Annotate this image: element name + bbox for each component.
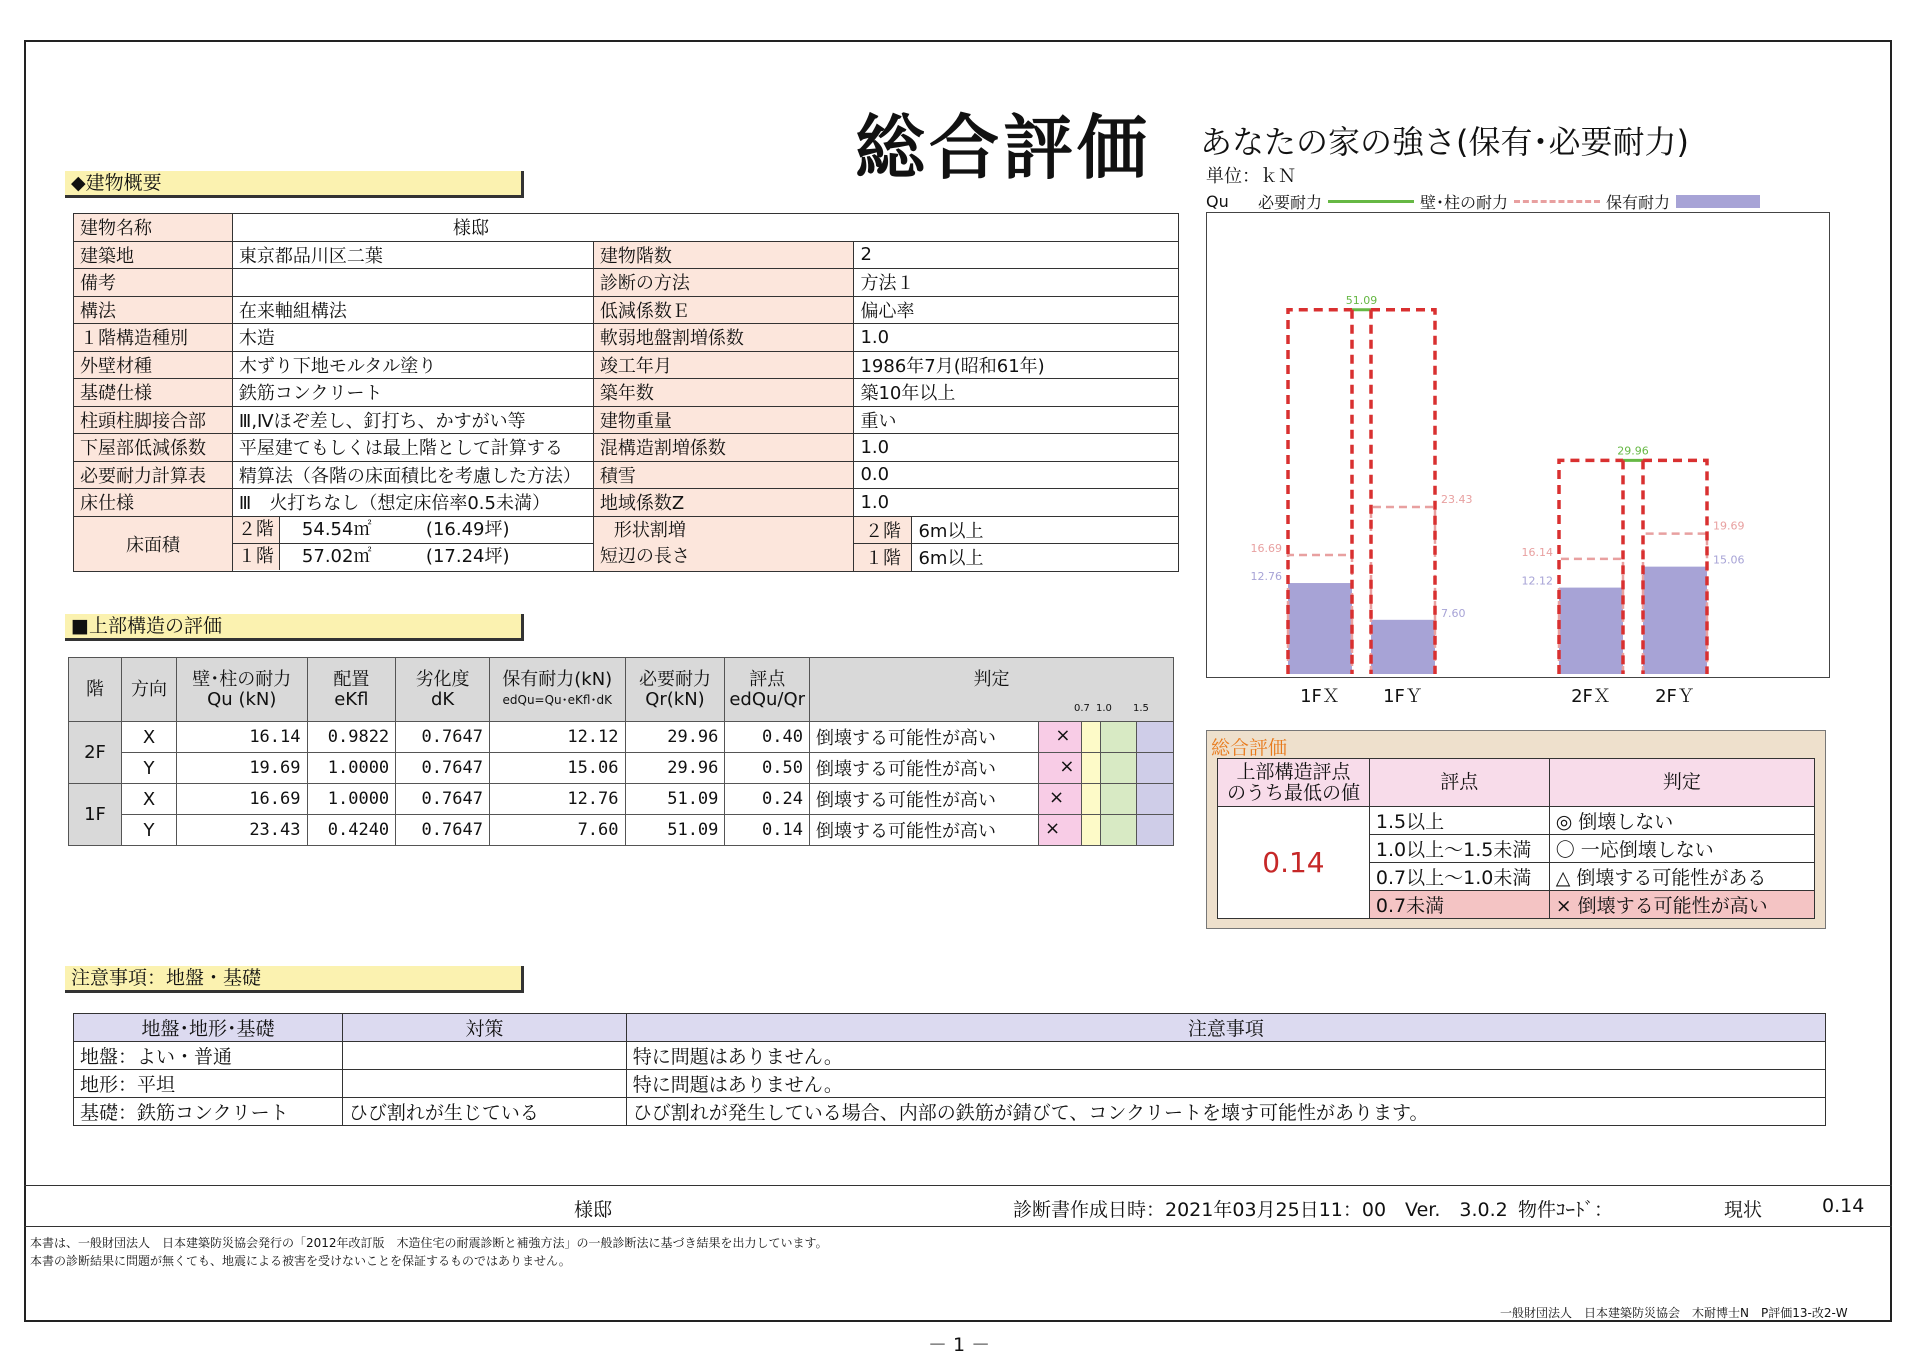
notes-r2c2: ひび割れが生じている [342,1098,626,1126]
sogo-judge-0: ◎ 倒壊しない [1549,807,1814,835]
judge-cell: 倒壊する可能性が高い [810,815,1039,846]
category-label: 1FＹ [1383,686,1423,707]
notes-header: 注意事項：地盤・基礎 [65,966,524,993]
hold-bar [1643,567,1707,674]
footer-rule-top [24,1185,1892,1186]
wall-value-label: 19.69 [1713,519,1745,533]
req-value-label: 51.09 [1345,293,1378,307]
judge-mark: × [1055,725,1071,746]
notes-r0c2 [342,1042,626,1070]
hold-value-label: 15.06 [1713,553,1745,567]
overview-value: 在来軸組構法 [232,296,593,324]
overview-label: 軟弱地盤割増係数 [593,324,854,352]
overview-value: 2 [854,241,1179,269]
ekfl-cell: 1.0000 [307,784,396,815]
overview-label: 診断の方法 [593,269,854,297]
notes-table [73,1013,1826,1126]
scale-yellow [1082,722,1100,753]
chart-title: あなたの家の強さ(保有･必要耐力) [1200,123,1689,161]
notes-r0c1: 地盤：よい・普通 [74,1042,343,1070]
col-edqu: 保有耐力(kN) [502,668,613,690]
wall-value-label: 16.69 [1250,542,1282,556]
scale-green [1100,753,1137,784]
category-label: 1FＸ [1300,686,1340,707]
footer-org: 一般財団法人 日本建築防災協会 木耐博士N P評価13-改2-W [1500,1306,1848,1320]
evaluation-table [68,657,1174,846]
judge-mark: × [1044,818,1061,839]
dk-cell: 0.7647 [396,753,490,784]
qu-cell: 19.69 [177,753,307,784]
legend-wall-swatch [1514,200,1600,203]
notes-h3: 注意事項 [626,1014,1825,1042]
shape-1f-value: 6m以上 [912,544,1179,572]
dir-cell: Y [122,815,177,846]
sogo-h1: 上部構造評点 [1236,760,1351,783]
scale-yellow [1082,815,1100,846]
floor-area-2f-tsubo: (16.49坪) [425,518,510,540]
overview-label: 建物重量 [593,406,854,434]
notes-r1c3: 特に問題はありません。 [626,1070,1825,1098]
edqu-cell: 12.76 [489,784,625,815]
overview-label: 備考 [74,269,233,297]
col-qu: 壁･柱の耐力 [192,668,292,690]
overview-value: 平屋建てもしくは最上階として計算する [232,434,593,462]
scale-tick-15: 1.5 [1133,703,1149,714]
overview-table [73,213,1179,572]
qr-cell: 29.96 [625,753,725,784]
disclaimer-1: 本書は、一般財団法人 日本建築防災協会発行の「2012年改訂版 木造住宅の耐震診断と補強方法」の一般診断法に基づき結果を出力しています。 [30,1236,828,1250]
overview-value: 東京都品川区二葉 [232,241,593,269]
scale-purple [1137,815,1174,846]
notes-h2: 対策 [342,1014,626,1042]
notes-h1: 地盤･地形･基礎 [74,1014,343,1042]
qu-cell: 23.43 [177,815,307,846]
req-value-label: 29.96 [1617,444,1649,458]
notes-r0c3: 特に問題はありません。 [626,1042,1825,1070]
sogo-h3: 判定 [1549,759,1814,807]
overview-value: 偏心率 [854,296,1179,324]
sogo-score-1: 1.0以上～1.5未満 [1369,835,1549,863]
dir-cell: X [122,784,177,815]
floor-area-2f-m2: 54.54㎡ [301,518,372,540]
overview-value: 築10年以上 [854,379,1179,407]
overview-header: ◆建物概要 [65,171,524,198]
overview-value: Ⅲ 火打ちなし（想定床倍率0.5未満） [232,489,593,517]
scale-yellow [1082,784,1100,815]
hold-value-label: 7.60 [1441,606,1466,620]
category-label: 2FＹ [1655,686,1695,707]
col-qr: 必要耐力 [638,668,711,690]
legend-qu: Qu [1206,192,1229,211]
page-title: 総合評価 [855,107,1151,189]
overview-label: １階構造種別 [74,324,233,352]
floor-area-1f-tsubo: (17.24坪) [425,546,510,568]
footer-status-value: 0.14 [1822,1195,1865,1217]
scale-green [1100,815,1137,846]
score-cell: 0.50 [725,753,810,784]
overview-value: 精算法（各階の床面積比を考慮した方法） [232,461,593,489]
ekfl-cell: 0.4240 [307,815,396,846]
chart-legend [1206,190,1760,213]
overview-value: 0.0 [854,461,1179,489]
overview-label: 建物階数 [593,241,854,269]
ekfl-cell: 1.0000 [307,753,396,784]
overview-label: 混構造割増係数 [593,434,854,462]
edqu-cell: 7.60 [489,815,625,846]
sogo-judge-3: × 倒壊する可能性が高い [1549,891,1814,919]
floor-area-1f-label: １階 [233,544,280,570]
overview-value: 木ずり下地モルタル塗り [232,351,593,379]
scale-tick-10: 1.0 [1096,703,1112,714]
overview-label: 低減係数Ｅ [593,296,854,324]
col-qu-unit: Qu (kN) [207,688,277,710]
col-judge: 判定 [973,669,1010,690]
dk-cell: 0.7647 [396,784,490,815]
notes-r2c3: ひび割れが発生している場合、内部の鉄筋が錆びて、コンクリートを壊す可能性があります。 [626,1098,1825,1126]
sogo-h2: 評点 [1369,759,1549,807]
overview-label: 柱頭柱脚接合部 [74,406,233,434]
scale-pink [1039,784,1082,815]
judge-cell: 倒壊する可能性が高い [810,722,1039,753]
scale-purple [1137,753,1174,784]
wall-value-label: 23.43 [1441,492,1473,506]
shape-label-1: 形状割増 [613,519,686,541]
col-dk-sym: dK [430,688,455,710]
overview-label: 建物名称 [74,214,233,242]
dk-cell: 0.7647 [396,815,490,846]
overview-value: 様邸 [232,214,1178,242]
sogo-judge-2: △ 倒壊する可能性がある [1549,863,1814,891]
qr-cell: 51.09 [625,815,725,846]
notes-r1c1: 地形：平坦 [74,1070,343,1098]
legend-hold: 保有耐力 [1606,193,1671,212]
hold-bar [1288,583,1352,674]
overview-label: 築年数 [593,379,854,407]
legend-req-swatch [1328,200,1414,203]
col-score-sym: edQu/Qr [729,688,806,710]
col-floor: 階 [69,658,122,722]
scale-purple [1137,722,1174,753]
overall-min-score: 0.14 [1218,807,1370,919]
judge-cell: 倒壊する可能性が高い [810,784,1039,815]
score-cell: 0.14 [725,815,810,846]
footer-created: 診断書作成日時：2021年03月25日11：00 Ver. 3.0.2 [1013,1199,1508,1221]
wall-value-label: 16.14 [1521,545,1553,559]
overview-value: 木造 [232,324,593,352]
page-number: － 1 － [928,1334,991,1356]
dir-cell: Y [122,753,177,784]
overall-evaluation-title: 総合評価 [1211,737,1288,759]
sogo-judge-1: 〇 一応倒壊しない [1549,835,1814,863]
floor-area-label: 床面積 [74,516,233,571]
floor-cell: 2F [69,722,122,784]
disclaimer-2: 本書の診断結果に問題が無くても、地震による被害を受けないことを保証するものではありません。 [30,1254,571,1268]
evaluation-header: ■上部構造の評価 [65,614,524,641]
overview-label: 下屋部低減係数 [74,434,233,462]
hold-value-label: 12.76 [1250,570,1282,584]
footer-status-label: 現状 [1724,1199,1763,1221]
legend-hold-swatch [1676,195,1760,208]
score-cell: 0.24 [725,784,810,815]
col-edqu-formula: edQu=Qu･eKfl･dK [502,692,612,707]
overview-label: 建築地 [74,241,233,269]
qu-cell: 16.14 [177,722,307,753]
scale-pink [1039,722,1082,753]
scale-pink [1039,815,1082,846]
sogo-score-2: 0.7以上～1.0未満 [1369,863,1549,891]
qr-cell: 51.09 [625,784,725,815]
overview-label: 地域係数Z [593,489,854,517]
scale-green [1100,722,1137,753]
qr-cell: 29.96 [625,722,725,753]
overview-value: 1.0 [854,489,1179,517]
sogo-score-0: 1.5以上 [1369,807,1549,835]
overall-evaluation-table [1217,758,1815,919]
overview-label: 構法 [74,296,233,324]
chart-unit: 単位：ｋＮ [1206,166,1296,187]
judge-mark: × [1048,787,1065,808]
col-ekfl-sym: eKfl [334,688,369,710]
overview-label: 竣工年月 [593,351,854,379]
scale-tick-07: 0.7 [1074,703,1090,714]
scale-yellow [1082,753,1100,784]
scale-green [1100,784,1137,815]
floor-area-2f-label: ２階 [233,517,280,543]
hold-bar [1371,620,1435,674]
overview-value: 重い [854,406,1179,434]
legend-wall: 壁･柱の耐力 [1420,193,1509,212]
footer-name: 様邸 [574,1199,613,1221]
overview-label: 外壁材種 [74,351,233,379]
overview-label: 必要耐力計算表 [74,461,233,489]
edqu-cell: 15.06 [489,753,625,784]
col-dir: 方向 [122,658,177,722]
scale-pink [1039,753,1082,784]
notes-r2c1: 基礎：鉄筋コンクリート [74,1098,343,1126]
strength-chart [1206,212,1830,712]
overview-value: 1986年7月(昭和61年) [854,351,1179,379]
edqu-cell: 12.12 [489,722,625,753]
sogo-score-3: 0.7未満 [1369,891,1549,919]
req-frame-right [1371,310,1435,674]
overview-value: 1.0 [854,324,1179,352]
ekfl-cell: 0.9822 [307,722,396,753]
hold-bar [1559,588,1623,674]
shape-1f-label: １階 [854,544,912,572]
overview-label: 基礎仕様 [74,379,233,407]
shape-2f-label: ２階 [854,516,912,544]
col-qr-unit: Qr(kN) [645,688,705,710]
shape-label-2: 短辺の長さ [599,545,690,567]
qu-cell: 16.69 [177,784,307,815]
hold-value-label: 12.12 [1521,574,1553,588]
judge-cell: 倒壊する可能性が高い [810,753,1039,784]
floor-cell: 1F [69,784,122,846]
col-ekfl: 配置 [333,668,370,690]
dir-cell: X [122,722,177,753]
overview-value [232,269,593,297]
overview-value: 方法１ [854,269,1179,297]
overview-value: 1.0 [854,434,1179,462]
overview-label: 床仕様 [74,489,233,517]
category-label: 2FＸ [1571,686,1611,707]
judge-mark: × [1059,756,1075,777]
dk-cell: 0.7647 [396,722,490,753]
overall-evaluation-panel [1206,730,1826,929]
legend-req: 必要耐力 [1258,193,1323,212]
floor-area-1f-m2: 57.02㎡ [301,546,372,568]
sogo-h1b: のうち最低の値 [1226,781,1360,804]
footer-property-code: 物件ｺｰﾄﾞ： [1518,1199,1614,1221]
footer-rule-bottom [24,1226,1892,1227]
col-score: 評点 [749,668,786,690]
scale-purple [1137,784,1174,815]
shape-2f-value: 6m以上 [912,516,1179,544]
col-dk: 劣化度 [415,668,470,690]
overview-label: 積雪 [593,461,854,489]
overview-value: 鉄筋コンクリート [232,379,593,407]
notes-r1c2 [342,1070,626,1098]
score-cell: 0.40 [725,722,810,753]
overview-value: Ⅲ,Ⅳほぞ差し、釘打ち、かすがい等 [232,406,593,434]
